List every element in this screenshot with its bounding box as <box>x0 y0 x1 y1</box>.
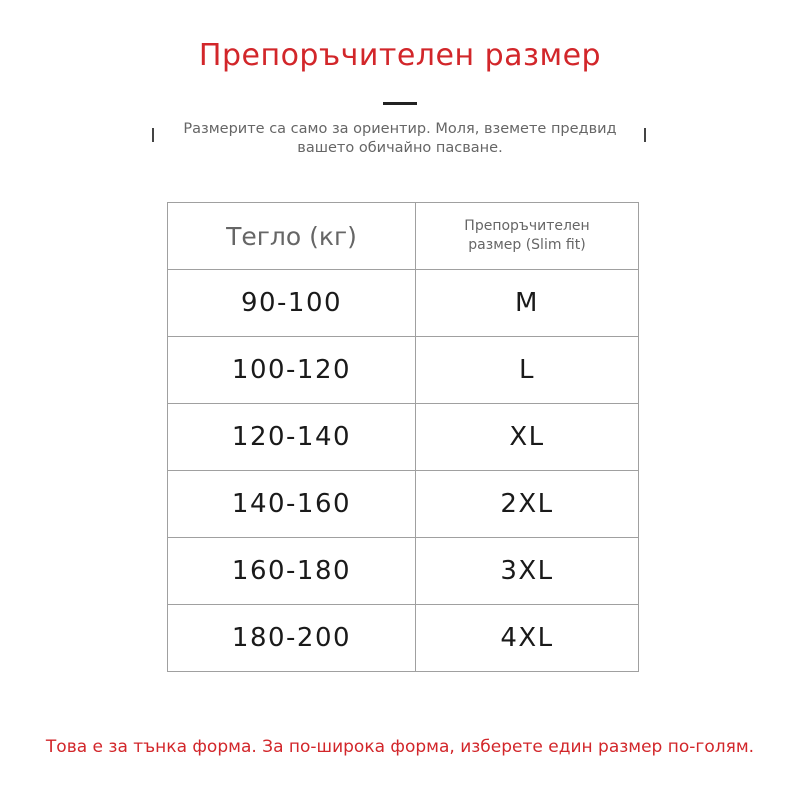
title-divider <box>383 102 417 105</box>
weight-cell: 90-100 <box>168 270 416 337</box>
page-title: Препоръчителен размер <box>198 38 602 73</box>
table-row <box>168 404 639 471</box>
table-header-row <box>168 203 639 270</box>
table-row <box>168 471 639 538</box>
size-note-line-2: вашето обичайно пасване. <box>297 140 503 156</box>
header-size-line-2: размер (Slim fit) <box>468 237 586 253</box>
table-row <box>168 270 639 337</box>
size-cell: L <box>416 337 639 404</box>
weight-cell: 120-140 <box>168 404 416 471</box>
size-note <box>150 120 650 158</box>
header-weight: Тегло (кг) <box>168 203 416 270</box>
footer-note: Това е за тънка форма. За по-широка форма, изберете един размер по-голям. <box>45 737 755 757</box>
weight-cell: 180-200 <box>168 605 416 672</box>
table-row <box>168 605 639 672</box>
table-row <box>168 337 639 404</box>
header-size <box>416 203 639 270</box>
table-row <box>168 538 639 605</box>
size-cell: 4XL <box>416 605 639 672</box>
weight-cell: 100-120 <box>168 337 416 404</box>
size-cell: 3XL <box>416 538 639 605</box>
size-table <box>167 202 639 672</box>
size-cell: XL <box>416 404 639 471</box>
size-cell: M <box>416 270 639 337</box>
size-cell: 2XL <box>416 471 639 538</box>
size-note-line-1: Размерите са само за ориентир. Моля, вземете предвид <box>183 121 617 137</box>
header-size-line-1: Препоръчителен <box>464 218 590 234</box>
weight-cell: 140-160 <box>168 471 416 538</box>
weight-cell: 160-180 <box>168 538 416 605</box>
